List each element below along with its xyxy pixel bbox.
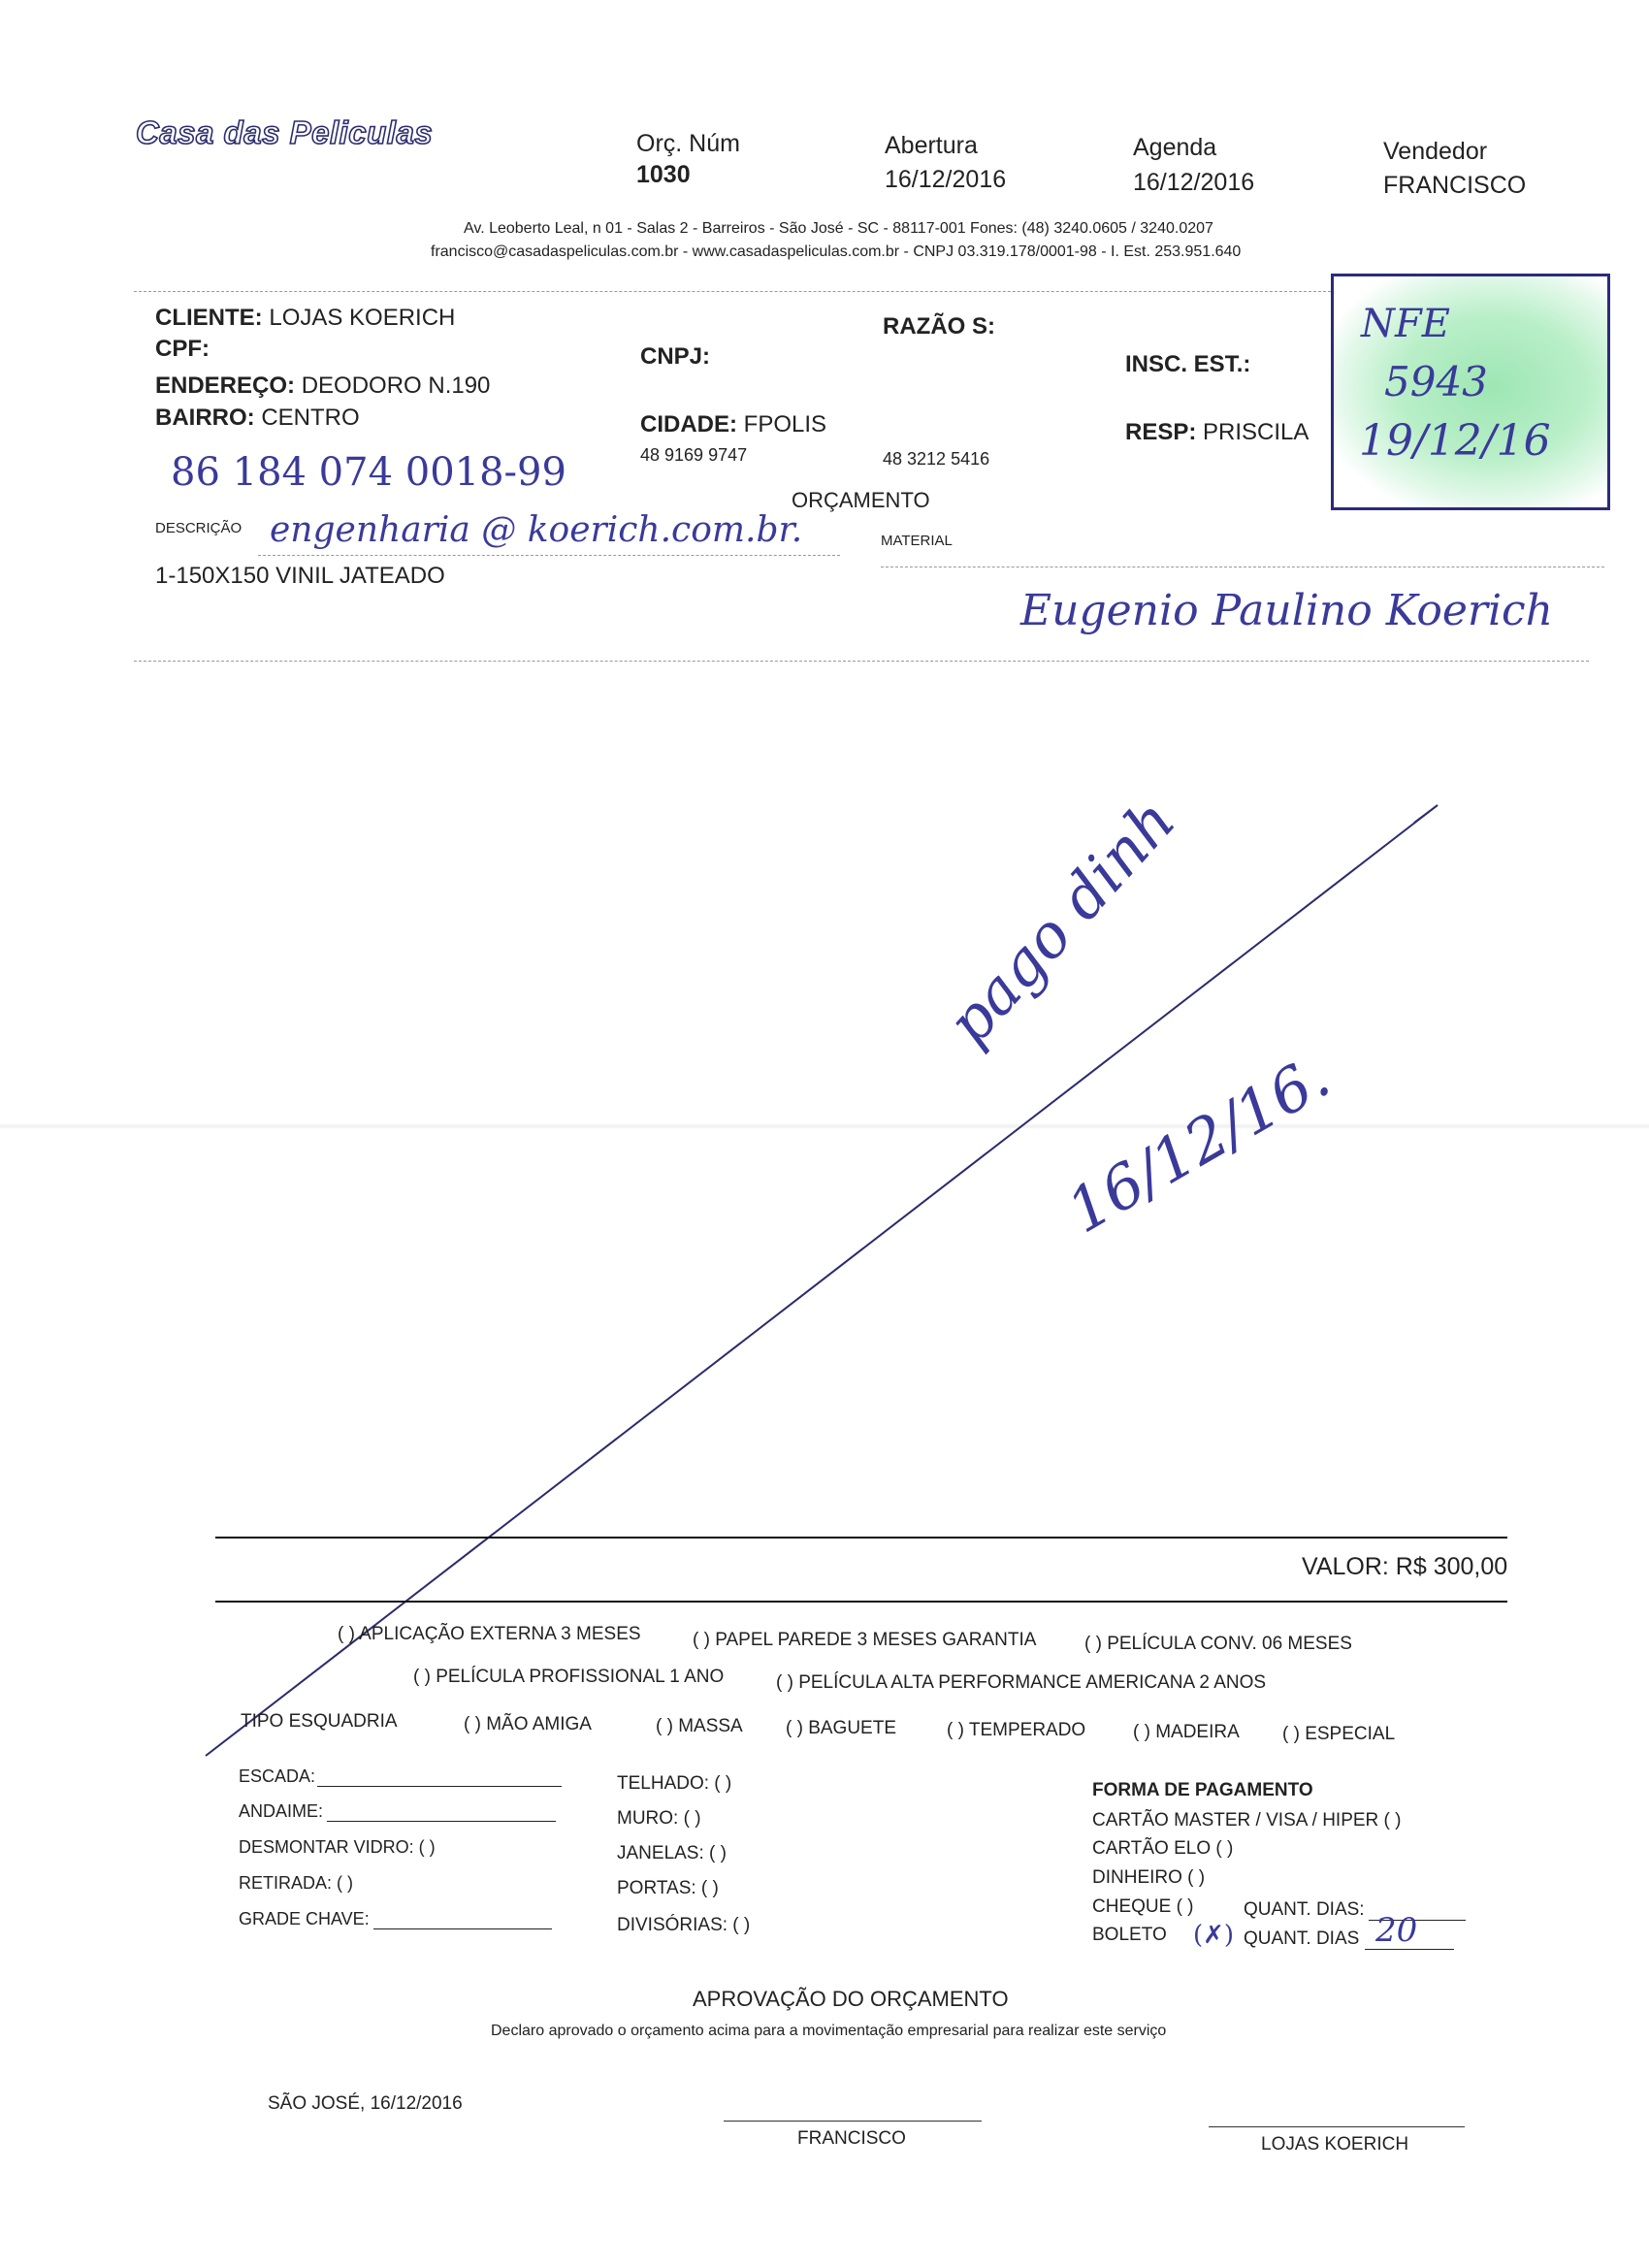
abertura-label: Abertura — [885, 132, 978, 159]
cheque-quant-dias[interactable]: QUANT. DIAS: — [1244, 1899, 1466, 1921]
resp-field: RESP: PRISCILA — [1125, 419, 1310, 445]
handwritten-email: engenharia @ koerich.com.br. — [270, 510, 803, 550]
option-pelicula-profissional[interactable]: ( ) PELÍCULA PROFISSIONAL 1 ANO — [413, 1667, 725, 1687]
handwritten-paid-date: 16/12/16. — [1055, 1040, 1342, 1247]
andaime-field[interactable]: ANDAIME: — [239, 1801, 556, 1822]
escada-field[interactable]: ESCADA: — [239, 1766, 562, 1787]
agenda-label: Agenda — [1133, 134, 1217, 161]
boleto-quant-dias[interactable]: QUANT. DIAS — [1244, 1928, 1454, 1950]
esquadria-mao-amiga[interactable]: ( ) MÃO AMIGA — [464, 1714, 592, 1734]
payment-cheque[interactable]: CHEQUE ( ) — [1092, 1896, 1194, 1917]
divisorias-field[interactable]: DIVISÓRIAS: ( ) — [617, 1915, 751, 1935]
desmontar-vidro-field[interactable]: DESMONTAR VIDRO: ( ) — [239, 1837, 436, 1857]
approval-declaration: Declaro aprovado o orçamento acima para a movimentação empresarial para realizar este serviço — [491, 2023, 1167, 2039]
client-signature-name: LOJAS KOERICH — [1261, 2134, 1409, 2155]
phone-1: 48 9169 9747 — [640, 445, 748, 465]
esquadria-massa[interactable]: ( ) MASSA — [656, 1716, 743, 1736]
cliente-field: CLIENTE: LOJAS KOERICH — [155, 305, 456, 331]
orc-num-value: 1030 — [636, 161, 691, 188]
handwritten-paid-note: pago dinh — [933, 785, 1189, 1058]
vendedor-label: Vendedor — [1383, 138, 1488, 165]
client-signature-line — [1209, 2126, 1465, 2127]
payment-boleto[interactable]: BOLETO — [1092, 1925, 1167, 1945]
valor-bottom-rule — [215, 1601, 1507, 1603]
stamp-date: 19/12/16 — [1359, 416, 1551, 466]
stamp-nfe: NFE — [1361, 302, 1450, 346]
payment-dinheiro[interactable]: DINHEIRO ( ) — [1092, 1867, 1206, 1888]
agenda-value: 16/12/2016 — [1133, 169, 1255, 196]
option-pelicula-conv[interactable]: ( ) PELÍCULA CONV. 06 MESES — [1084, 1634, 1352, 1654]
stamp-number: 5943 — [1384, 358, 1488, 405]
handwritten-quant-dias: 20 — [1375, 1911, 1418, 1950]
cnpj-label: CNPJ: — [640, 343, 711, 370]
cidade-field: CIDADE: FPOLIS — [640, 411, 827, 437]
vendor-signature-line — [724, 2121, 982, 2122]
vendor-signature-name: FRANCISCO — [797, 2128, 906, 2149]
esquadria-baguete[interactable]: ( ) BAGUETE — [786, 1718, 897, 1738]
payment-cartao-master[interactable]: CARTÃO MASTER / VISA / HIPER ( ) — [1092, 1810, 1402, 1831]
address-line-2: francisco@casadaspeliculas.com.br - www.casadaspeliculas.com.br - CNPJ 03.319.178/0001-98 - I. Est. 253.951.640 — [431, 243, 1242, 260]
item-line: 1-150X150 VINIL JATEADO — [155, 563, 445, 589]
abertura-value: 16/12/2016 — [885, 166, 1007, 193]
handwritten-signature: Eugenio Paulino Koerich — [1020, 586, 1554, 635]
boleto-check-mark: (✗) — [1193, 1921, 1235, 1950]
valor-top-rule — [215, 1537, 1507, 1539]
option-papel-parede[interactable]: ( ) PAPEL PAREDE 3 MESES GARANTIA — [693, 1630, 1037, 1650]
tipo-esquadria-label: TIPO ESQUADRIA — [241, 1711, 398, 1732]
orcamento-title: ORÇAMENTO — [792, 488, 930, 512]
phone-2: 48 3212 5416 — [883, 449, 990, 469]
approval-title: APROVAÇÃO DO ORÇAMENTO — [693, 1987, 1009, 2011]
grade-chave-field[interactable]: GRADE CHAVE: — [239, 1909, 552, 1929]
payment-title: FORMA DE PAGAMENTO — [1092, 1780, 1313, 1800]
orc-num-label: Orç. Núm — [636, 130, 740, 157]
option-aplicacao-externa[interactable]: ( ) APLICAÇÃO EXTERNA 3 MESES — [338, 1624, 641, 1644]
material-label: MATERIAL — [881, 533, 953, 549]
esquadria-especial[interactable]: ( ) ESPECIAL — [1282, 1724, 1396, 1744]
descricao-label: DESCRIÇÃO — [155, 520, 242, 536]
esquadria-temperado[interactable]: ( ) TEMPERADO — [947, 1720, 1086, 1740]
muro-field[interactable]: MURO: ( ) — [617, 1808, 701, 1829]
valor-field: VALOR: R$ 300,00 — [1302, 1553, 1508, 1580]
esquadria-madeira[interactable]: ( ) MADEIRA — [1133, 1722, 1240, 1742]
vendedor-value: FRANCISCO — [1383, 172, 1527, 199]
address-line-1: Av. Leoberto Leal, n 01 - Salas 2 - Barreiros - São José - SC - 88117-001 Fones: (48) 3240.0605 / 3240.0207 — [464, 220, 1213, 237]
endereco-field: ENDEREÇO: DEODORO N.190 — [155, 373, 491, 399]
payment-cartao-elo[interactable]: CARTÃO ELO ( ) — [1092, 1838, 1234, 1859]
handwritten-cnpj: 86 184 074 0018-99 — [171, 450, 566, 495]
option-pelicula-alta-performance[interactable]: ( ) PELÍCULA ALTA PERFORMANCE AMERICANA 2 ANOS — [776, 1672, 1267, 1693]
place-date: SÃO JOSÉ, 16/12/2016 — [268, 2093, 463, 2114]
insc-est-label: INSC. EST.: — [1125, 351, 1251, 377]
telhado-field[interactable]: TELHADO: ( ) — [617, 1773, 732, 1794]
cpf-label: CPF: — [155, 336, 210, 362]
janelas-field[interactable]: JANELAS: ( ) — [617, 1843, 727, 1863]
company-logo: Casa das Peliculas — [136, 114, 434, 150]
retirada-field[interactable]: RETIRADA: ( ) — [239, 1873, 354, 1893]
razao-label: RAZÃO S: — [883, 313, 995, 340]
bairro-field: BAIRRO: CENTRO — [155, 405, 360, 431]
portas-field[interactable]: PORTAS: ( ) — [617, 1878, 719, 1898]
